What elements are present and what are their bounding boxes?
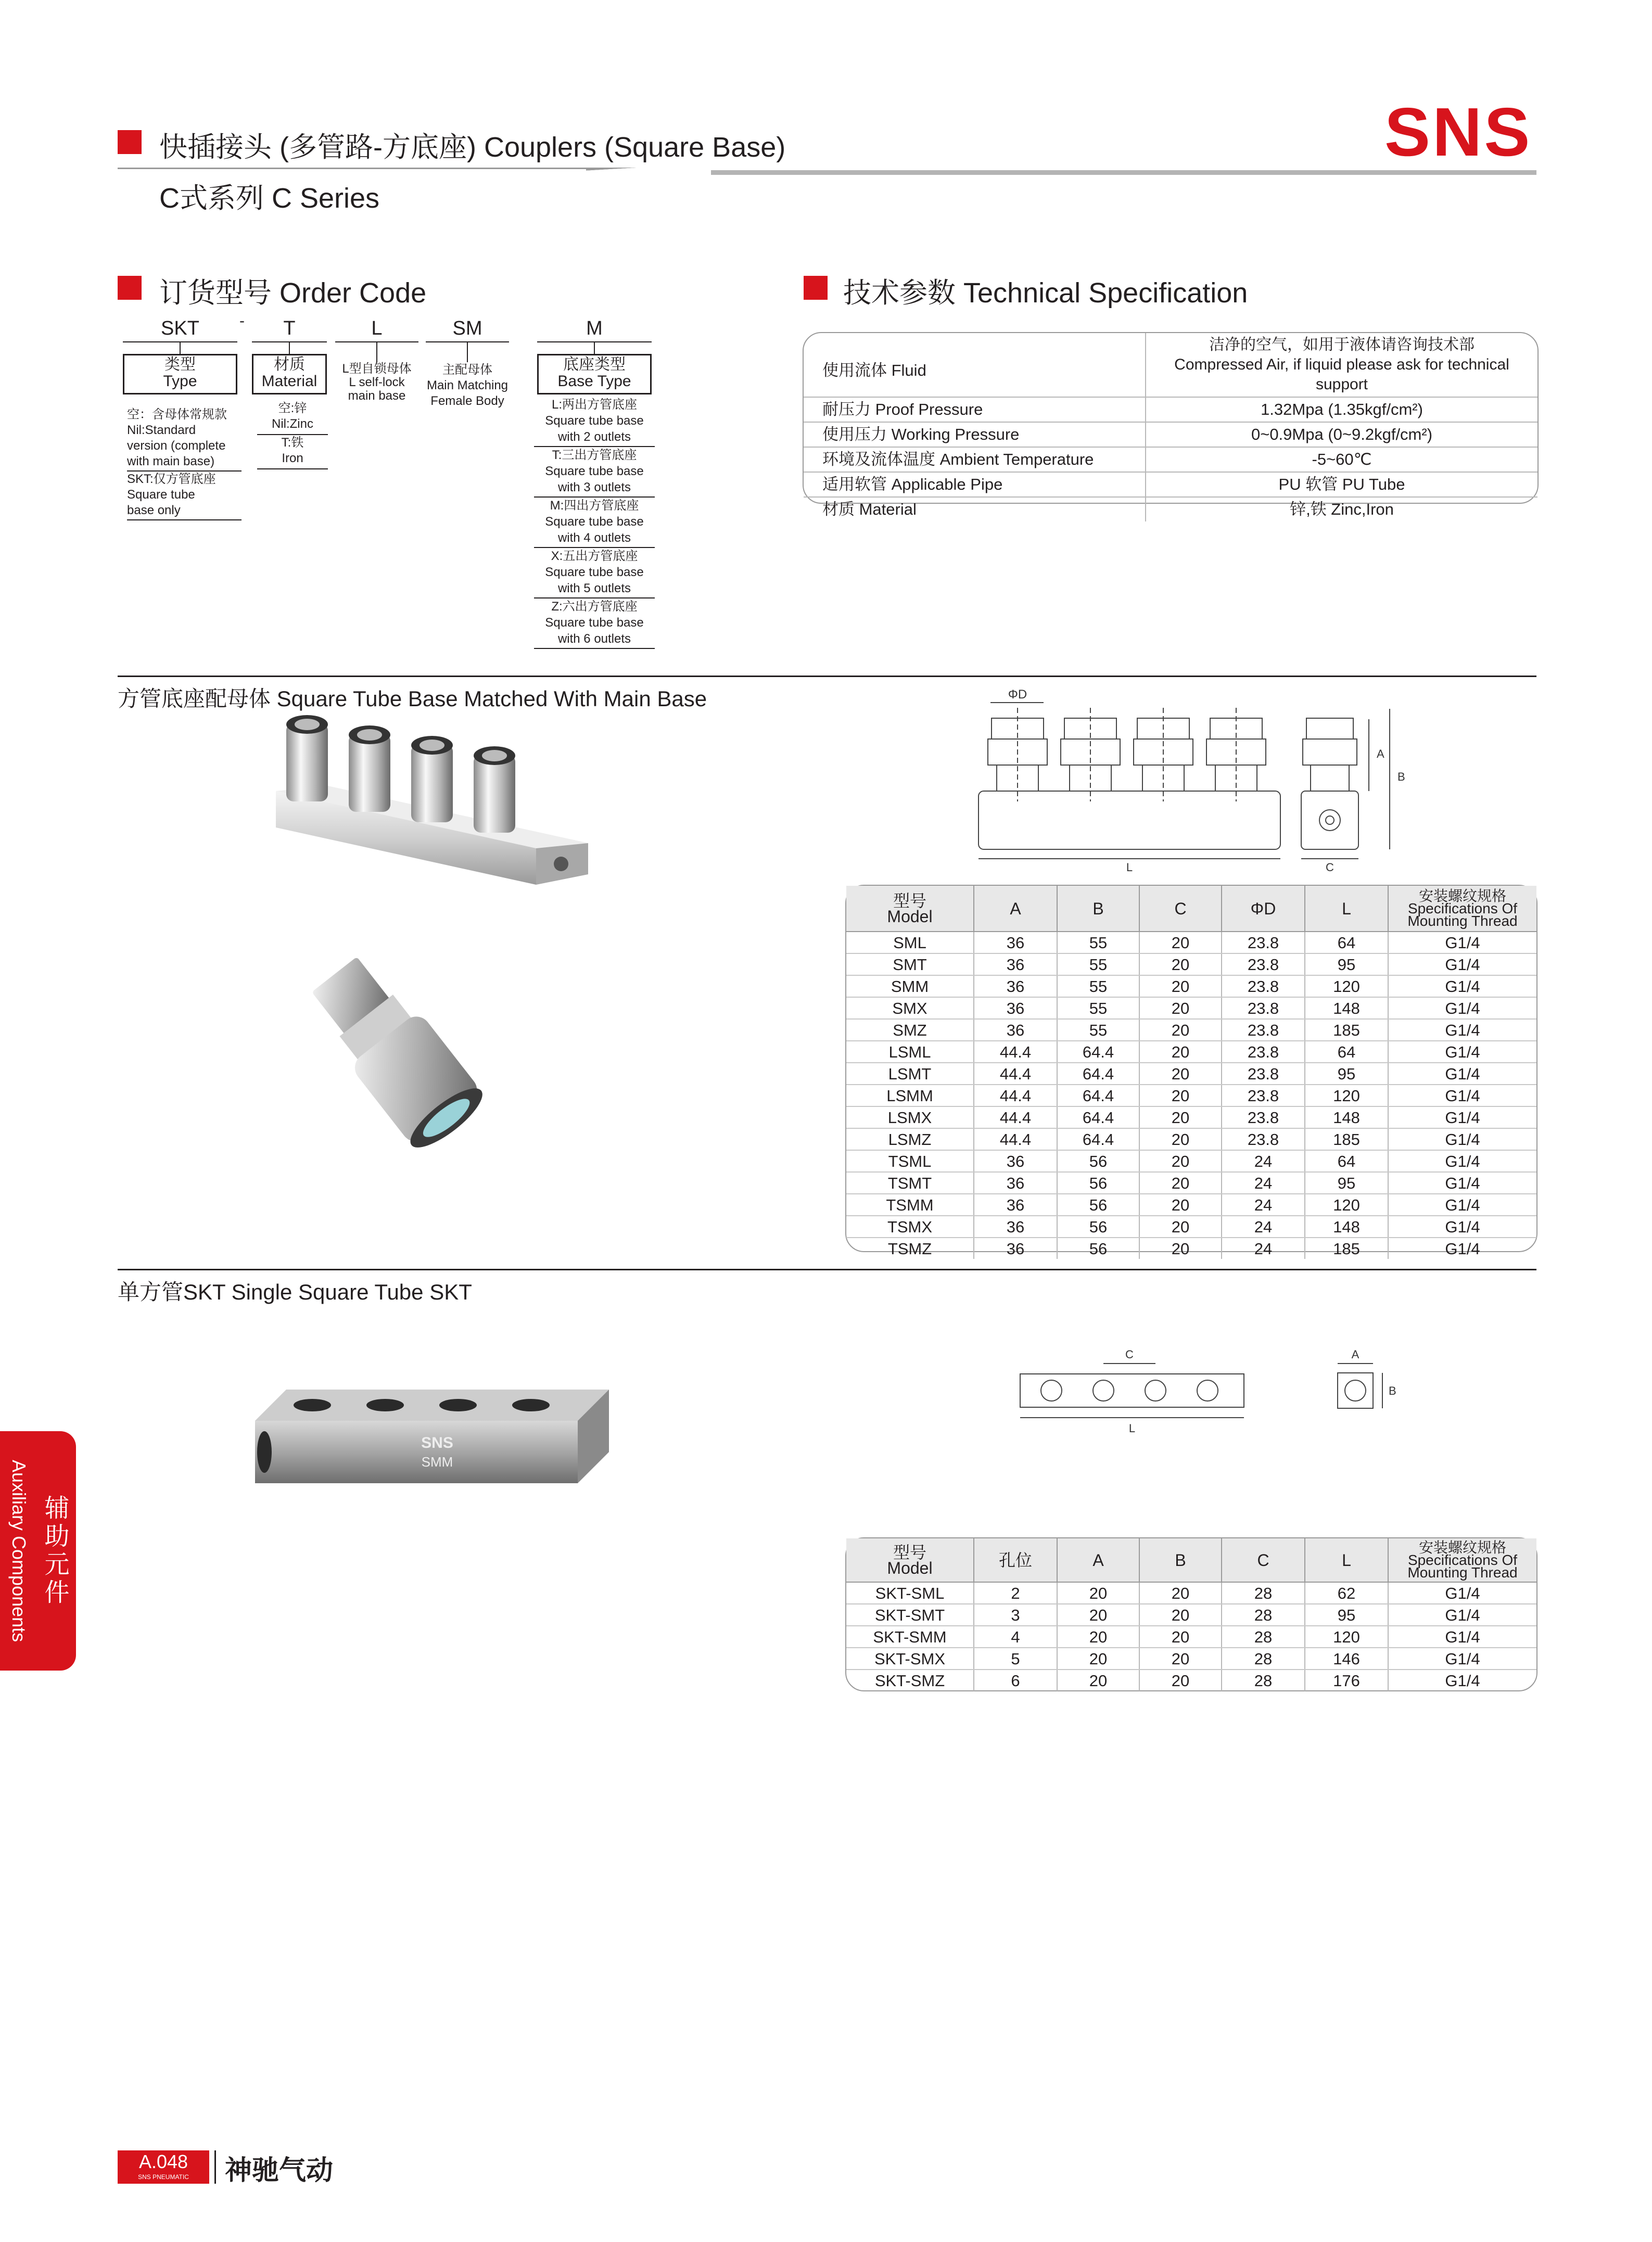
table-cell: 20 (1057, 1626, 1139, 1648)
page-number-badge (118, 2150, 209, 2184)
spec-row (804, 472, 1537, 497)
dimension-drawing (973, 687, 1431, 874)
table-cell: G1/4 (1388, 1019, 1536, 1041)
section1-table (845, 885, 1537, 1258)
table-cell: 95 (1305, 1604, 1388, 1626)
spec-row (804, 333, 1537, 397)
table-row (846, 1172, 1536, 1194)
table-row (846, 1150, 1536, 1172)
code-base: M (586, 317, 603, 339)
table-row (846, 997, 1536, 1019)
table-cell: G1/4 (1388, 975, 1536, 997)
table-cell: 28 (1222, 1582, 1305, 1604)
tube-B-label: B (1389, 1384, 1396, 1397)
lock-notes: L型自锁母体 L self-lock main base (342, 362, 412, 403)
table-cell: 44.4 (974, 1041, 1057, 1063)
table-cell: SMM (846, 975, 974, 997)
table-cell: 148 (1305, 997, 1388, 1019)
material-box: 材质 Material (252, 354, 327, 394)
col-header: B (1139, 1538, 1222, 1582)
table-cell: 5 (974, 1648, 1057, 1670)
base-notes: L:两出方管底座 Square tube base with 2 outlets T:三出方管底座 Square tube base with 3 outlets M:四出方管底座 Square tube base with 4 outlets X:五出方管底座 Square tube base with 5 outlets Z:六出方管底座 Square tube base with 6 outlets (534, 397, 655, 649)
table-cell: 20 (1139, 1106, 1222, 1128)
table-cell: 36 (974, 932, 1057, 953)
spec-row (804, 397, 1537, 422)
tube-L-label: L (1128, 1422, 1136, 1435)
code-lock: L (371, 317, 383, 339)
table-cell: SMX (846, 997, 974, 1019)
table-cell: 36 (974, 1194, 1057, 1216)
table-cell: LSML (846, 1041, 974, 1063)
col-header: L (1305, 1538, 1388, 1582)
table-cell: 55 (1057, 975, 1139, 997)
table-cell: 185 (1305, 1238, 1388, 1259)
table-cell: 20 (1139, 1085, 1222, 1106)
table-cell: 23.8 (1222, 1085, 1305, 1106)
square-tube-photo (245, 1374, 619, 1499)
footer-company: 神驰气动 (225, 2156, 334, 2186)
table-cell: 24 (1222, 1194, 1305, 1216)
spec-value: 0~0.9Mpa (0~9.2kgf/cm²) (1146, 422, 1537, 447)
table-cell: 44.4 (974, 1085, 1057, 1106)
table-cell: LSMM (846, 1085, 974, 1106)
code-match: SM (452, 317, 482, 339)
table-cell: 44.4 (974, 1063, 1057, 1085)
code-type: SKT (161, 317, 199, 339)
spec-label: 材质 Material (804, 497, 1146, 521)
table-row (846, 1085, 1536, 1106)
table-cell: 36 (974, 953, 1057, 975)
table-cell: 3 (974, 1604, 1057, 1626)
table-cell: 185 (1305, 1128, 1388, 1150)
table-cell: 20 (1139, 1041, 1222, 1063)
spec-value: 1.32Mpa (1.35kgf/cm²) (1146, 397, 1537, 422)
page-number: A.048 (138, 2151, 188, 2172)
table-cell: 20 (1139, 997, 1222, 1019)
table-cell: 44.4 (974, 1128, 1057, 1150)
table-cell: 28 (1222, 1648, 1305, 1670)
table-cell: 20 (1139, 1626, 1222, 1648)
table-cell: 20 (1139, 1150, 1222, 1172)
phiD-label: ΦD (1008, 687, 1027, 702)
table-cell: TSMM (846, 1194, 974, 1216)
table-cell: 56 (1057, 1238, 1139, 1259)
table-row (846, 1216, 1536, 1238)
side-tab-en: Auxiliary Components (8, 1459, 30, 1642)
table-cell: 23.8 (1222, 1063, 1305, 1085)
header-rule (118, 168, 1536, 175)
table-cell: 24 (1222, 1238, 1305, 1259)
table-cell: 20 (1139, 975, 1222, 997)
tube-C-label: C (1125, 1348, 1134, 1361)
table-cell: SKT-SMT (846, 1604, 974, 1626)
code-dash: - (239, 312, 245, 329)
col-header: C (1139, 886, 1222, 932)
table-cell: 36 (974, 1172, 1057, 1194)
table-cell: 56 (1057, 1216, 1139, 1238)
table-cell: 56 (1057, 1194, 1139, 1216)
order-code-heading: 订货型号 Order Code (159, 277, 427, 309)
table-cell: 20 (1139, 1194, 1222, 1216)
table-cell: G1/4 (1388, 1604, 1536, 1626)
table-cell: LSMZ (846, 1128, 974, 1150)
table-cell: 148 (1305, 1106, 1388, 1128)
table-cell: LSMT (846, 1063, 974, 1085)
table-row (846, 1019, 1536, 1041)
table-cell: 95 (1305, 1172, 1388, 1194)
table-cell: 120 (1305, 1626, 1388, 1648)
table-cell: G1/4 (1388, 1194, 1536, 1216)
table-cell: 20 (1139, 1172, 1222, 1194)
spec-label: 适用软管 Applicable Pipe (804, 472, 1146, 497)
table-cell: TSMX (846, 1216, 974, 1238)
table-cell: 120 (1305, 1085, 1388, 1106)
section2-title: 单方管SKT Single Square Tube SKT (118, 1280, 472, 1304)
base-box: 底座类型 Base Type (537, 354, 652, 394)
table-cell: 95 (1305, 953, 1388, 975)
col-header: B (1057, 886, 1139, 932)
table-cell: 64.4 (1057, 1063, 1139, 1085)
table-cell: 36 (974, 975, 1057, 997)
table-cell: 23.8 (1222, 1041, 1305, 1063)
table-cell: 176 (1305, 1670, 1388, 1691)
table-cell: G1/4 (1445, 1671, 1480, 1690)
table-cell: G1/4 (1388, 1128, 1536, 1150)
table-cell: G1/4 (1388, 1041, 1536, 1063)
table-cell: 148 (1305, 1216, 1388, 1238)
match-notes: 主配母体 Main Matching Female Body (426, 363, 509, 408)
table-cell: 55 (1057, 932, 1139, 953)
table-row (846, 1604, 1536, 1626)
table-cell: 64 (1305, 932, 1388, 953)
table-cell: 120 (1305, 1194, 1388, 1216)
table-row (846, 1063, 1536, 1085)
table-cell: 36 (974, 997, 1057, 1019)
table-cell: SMZ (846, 1019, 974, 1041)
table-cell: 56 (1057, 1172, 1139, 1194)
table-cell: 36 (974, 1216, 1057, 1238)
table-cell: G1/4 (1388, 1582, 1536, 1604)
table-row (846, 1626, 1536, 1648)
table-cell: 55 (1057, 997, 1139, 1019)
table-cell: G1/4 (1388, 932, 1536, 953)
col-header: 型号 Model (846, 1538, 974, 1582)
code-material: T (283, 317, 296, 339)
manifold-photo (265, 713, 599, 900)
table-cell: 20 (1139, 1648, 1222, 1670)
table-cell: SKT-SMX (846, 1648, 974, 1670)
table-cell: G1/4 (1388, 1085, 1536, 1106)
series-title: C式系列 C Series (159, 183, 380, 214)
table-row (846, 1238, 1536, 1259)
table-cell: TSML (846, 1150, 974, 1172)
table-cell: 62 (1305, 1582, 1388, 1604)
table-cell: G1/4 (1388, 1648, 1536, 1670)
table-cell: 23.8 (1222, 1128, 1305, 1150)
table-cell: TSMZ (846, 1238, 974, 1259)
table-cell: G1/4 (1388, 1172, 1536, 1194)
col-header: 型号 Model (846, 886, 974, 932)
table-cell: LSMX (846, 1106, 974, 1128)
page-title: 快插接头 (多管路-方底座) Couplers (Square Base) (159, 132, 786, 163)
col-header: 孔位 (974, 1538, 1057, 1582)
table-cell: 20 (1139, 1128, 1222, 1150)
col-header: L (1305, 886, 1388, 932)
table-cell: 56 (1057, 1150, 1139, 1172)
table-cell: 55 (1057, 953, 1139, 975)
brand-logo: SNS (1384, 94, 1532, 170)
table-cell: G1/4 (1388, 997, 1536, 1019)
table-cell: 64.4 (1057, 1128, 1139, 1150)
table-cell: 120 (1305, 975, 1388, 997)
table-cell: 20 (1057, 1582, 1139, 1604)
tube-A-label: A (1351, 1348, 1359, 1361)
table-cell: G1/4 (1388, 1063, 1536, 1085)
table-cell: G1/4 (1388, 1216, 1536, 1238)
col-header: ΦD (1222, 886, 1305, 932)
spec-row (804, 422, 1537, 447)
material-notes: 空:锌 Nil:Zinc T:铁 Iron (257, 401, 328, 469)
table-cell: 64 (1305, 1150, 1388, 1172)
table-cell: 20 (1139, 1604, 1222, 1626)
coupler-photo (286, 947, 505, 1150)
spec-row (804, 497, 1537, 521)
footer-divider (214, 2150, 216, 2184)
table-cell: 20 (1139, 1238, 1222, 1259)
table-cell: 64.4 (1057, 1041, 1139, 1063)
type-notes: 空：含母体常规款 Nil:Standard version (complete with main base) SKT:仅方管底座 Square tube base only (127, 407, 242, 520)
table-cell: 44.4 (974, 1106, 1057, 1128)
spec-value: 锌,铁 Zinc,Iron (1290, 500, 1394, 518)
table-cell: SMT (846, 953, 974, 975)
col-header: C (1222, 1538, 1305, 1582)
footer-sub: SNS PNEUMATIC (138, 2173, 189, 2181)
table-cell: 20 (1057, 1648, 1139, 1670)
table-cell: 36 (974, 1019, 1057, 1041)
table-cell: 64 (1305, 1041, 1388, 1063)
table-cell: TSMT (846, 1172, 974, 1194)
tube-marking-brand: SNS (421, 1434, 453, 1451)
type-box: 类型 Type (123, 354, 237, 394)
table-row (846, 1194, 1536, 1216)
table-cell: 36 (974, 1238, 1057, 1259)
table-cell: 24 (1222, 1216, 1305, 1238)
table-cell: 64.4 (1057, 1085, 1139, 1106)
table-cell: 64.4 (1057, 1106, 1139, 1128)
table-cell: SML (846, 932, 974, 953)
tech-spec-heading: 技术参数 Technical Specification (843, 277, 1248, 309)
side-tab (0, 1431, 76, 1671)
section2-table (845, 1537, 1537, 1691)
table-cell: 20 (1139, 953, 1222, 975)
table-cell: 20 (1139, 932, 1222, 953)
tube-dimension-drawing (1015, 1343, 1400, 1436)
table-row (846, 1582, 1536, 1604)
table-cell: 28 (1222, 1626, 1305, 1648)
table-cell: 20 (1139, 1216, 1222, 1238)
table-cell: 23.8 (1222, 1106, 1305, 1128)
table-row (846, 1106, 1536, 1128)
table-cell: 185 (1305, 1019, 1388, 1041)
spec-label: 使用压力 Working Pressure (804, 422, 1146, 447)
spec-value: 洁净的空气，如用于液体请咨询技术部 Compressed Air, if liquid please ask for technical support (1146, 333, 1537, 397)
table-row (846, 1128, 1536, 1150)
section-divider (118, 676, 1536, 677)
A-label: A (1377, 747, 1384, 760)
table-cell: 6 (974, 1670, 1057, 1691)
table-cell: 20 (1139, 1582, 1222, 1604)
table-cell: 20 (1139, 1063, 1222, 1085)
table-cell: 23.8 (1222, 997, 1305, 1019)
table-cell: SKT-SMM (846, 1626, 974, 1648)
tube-marking-model: SMM (421, 1454, 453, 1470)
table-cell: 20 (1057, 1604, 1139, 1626)
spec-label: 耐压力 Proof Pressure (804, 397, 1146, 422)
table-cell: 23.8 (1222, 1019, 1305, 1041)
table-row (846, 932, 1536, 953)
table-cell: SKT-SMZ (846, 1670, 974, 1691)
spec-label: 使用流体 Fluid (804, 333, 1146, 397)
table-cell: G1/4 (1445, 1239, 1480, 1258)
section-divider (118, 1269, 1536, 1270)
table-row (846, 953, 1536, 975)
L-label: L (1126, 861, 1133, 874)
table-row (846, 1041, 1536, 1063)
table-cell: 20 (1139, 1670, 1222, 1691)
title-marker (118, 130, 142, 154)
table-row (846, 1648, 1536, 1670)
table-cell: 23.8 (1222, 953, 1305, 975)
table-row (846, 975, 1536, 997)
table-cell: 24 (1222, 1150, 1305, 1172)
table-cell: SKT-SML (846, 1582, 974, 1604)
col-header: 安装螺纹规格 Specifications Of Mounting Thread (1388, 886, 1536, 932)
section1-title: 方管底座配母体 Square Tube Base Matched With Main Base (118, 686, 707, 711)
table-cell: 36 (974, 1150, 1057, 1172)
col-header: A (1057, 1538, 1139, 1582)
col-header: 安装螺纹规格 Specifications Of Mounting Thread (1388, 1538, 1536, 1582)
table-cell: G1/4 (1388, 953, 1536, 975)
table-cell: 24 (1222, 1172, 1305, 1194)
col-header: A (974, 886, 1057, 932)
tech-spec-table (803, 332, 1539, 518)
table-cell: 20 (1057, 1670, 1139, 1691)
side-tab-cn: 辅助元件 (41, 1495, 68, 1607)
spec-label: 环境及流体温度 Ambient Temperature (804, 447, 1146, 472)
table-cell: G1/4 (1388, 1626, 1536, 1648)
spec-value: -5~60℃ (1146, 447, 1537, 472)
table-cell: 4 (974, 1626, 1057, 1648)
B-label: B (1397, 770, 1405, 783)
table-cell: 23.8 (1222, 932, 1305, 953)
tech-spec-marker (804, 276, 828, 300)
table-cell: 146 (1305, 1648, 1388, 1670)
table-cell: 28 (1222, 1670, 1305, 1691)
C-label: C (1326, 861, 1334, 874)
order-code-marker (118, 276, 142, 300)
table-cell: 95 (1305, 1063, 1388, 1085)
table-cell: G1/4 (1388, 1106, 1536, 1128)
table-cell: 20 (1139, 1019, 1222, 1041)
table-cell: 2 (974, 1582, 1057, 1604)
spec-value: PU 软管 PU Tube (1146, 472, 1537, 497)
table-cell: 28 (1222, 1604, 1305, 1626)
table-cell: G1/4 (1388, 1150, 1536, 1172)
table-row (846, 1670, 1536, 1691)
table-cell: 55 (1057, 1019, 1139, 1041)
spec-row (804, 447, 1537, 472)
table-cell: 23.8 (1222, 975, 1305, 997)
